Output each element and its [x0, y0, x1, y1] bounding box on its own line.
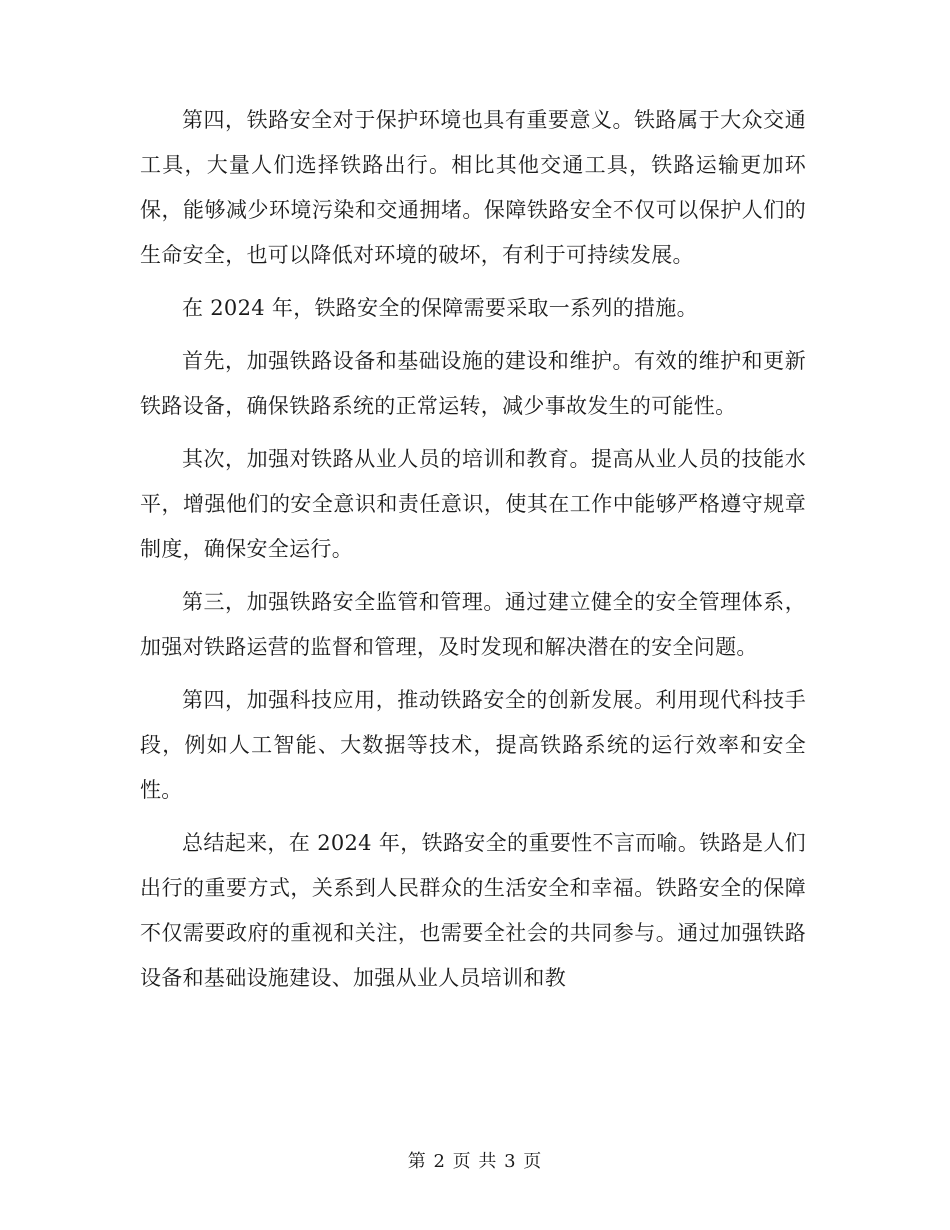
paragraph-fourth-measure: 第四，加强科技应用，推动铁路安全的创新发展。利用现代科技手段，例如人工智能、大数据等技术，提高铁路系统的运行效率和安全性。 — [140, 688, 806, 802]
document-body — [140, 98, 806, 1009]
paragraph-environment: 第四，铁路安全对于保护环境也具有重要意义。铁路属于大众交通工具，大量人们选择铁路出行。相比其他交通工具，铁路运输更加环保，能够减少环境污染和交通拥堵。保障铁路安全不仅可以保护人们的生命安全，也可以降低对环境的破坏，有利于可持续发展。 — [140, 108, 806, 267]
paragraph-measures-intro: 在 2024 年，铁路安全的保障需要采取一系列的措施。 — [182, 296, 698, 320]
paragraph-first-measure: 首先，加强铁路设备和基础设施的建设和维护。有效的维护和更新铁路设备，确保铁路系统的正常运转，减少事故发生的可能性。 — [140, 349, 806, 418]
paragraph-summary: 总结起来，在 2024 年，铁路安全的重要性不言而喻。铁路是人们出行的重要方式，关系到人民群众的生活安全和幸福。铁路安全的保障不仅需要政府的重视和关注，也需要全社会的共同参与。通过加强铁路设备和基础设施建设、加强从业人员培训和教 — [140, 831, 806, 990]
paragraph-second-measure: 其次，加强对铁路从业人员的培训和教育。提高从业人员的技能水平，增强他们的安全意识和责任意识，使其在工作中能够严格遵守规章制度，确保安全运行。 — [140, 447, 806, 561]
paragraph-third-measure: 第三，加强铁路安全监管和管理。通过建立健全的安全管理体系，加强对铁路运营的监督和管理，及时发现和解决潜在的安全问题。 — [140, 590, 806, 659]
page-number-footer: 第 2 页 共 3 页 — [407, 1151, 543, 1172]
